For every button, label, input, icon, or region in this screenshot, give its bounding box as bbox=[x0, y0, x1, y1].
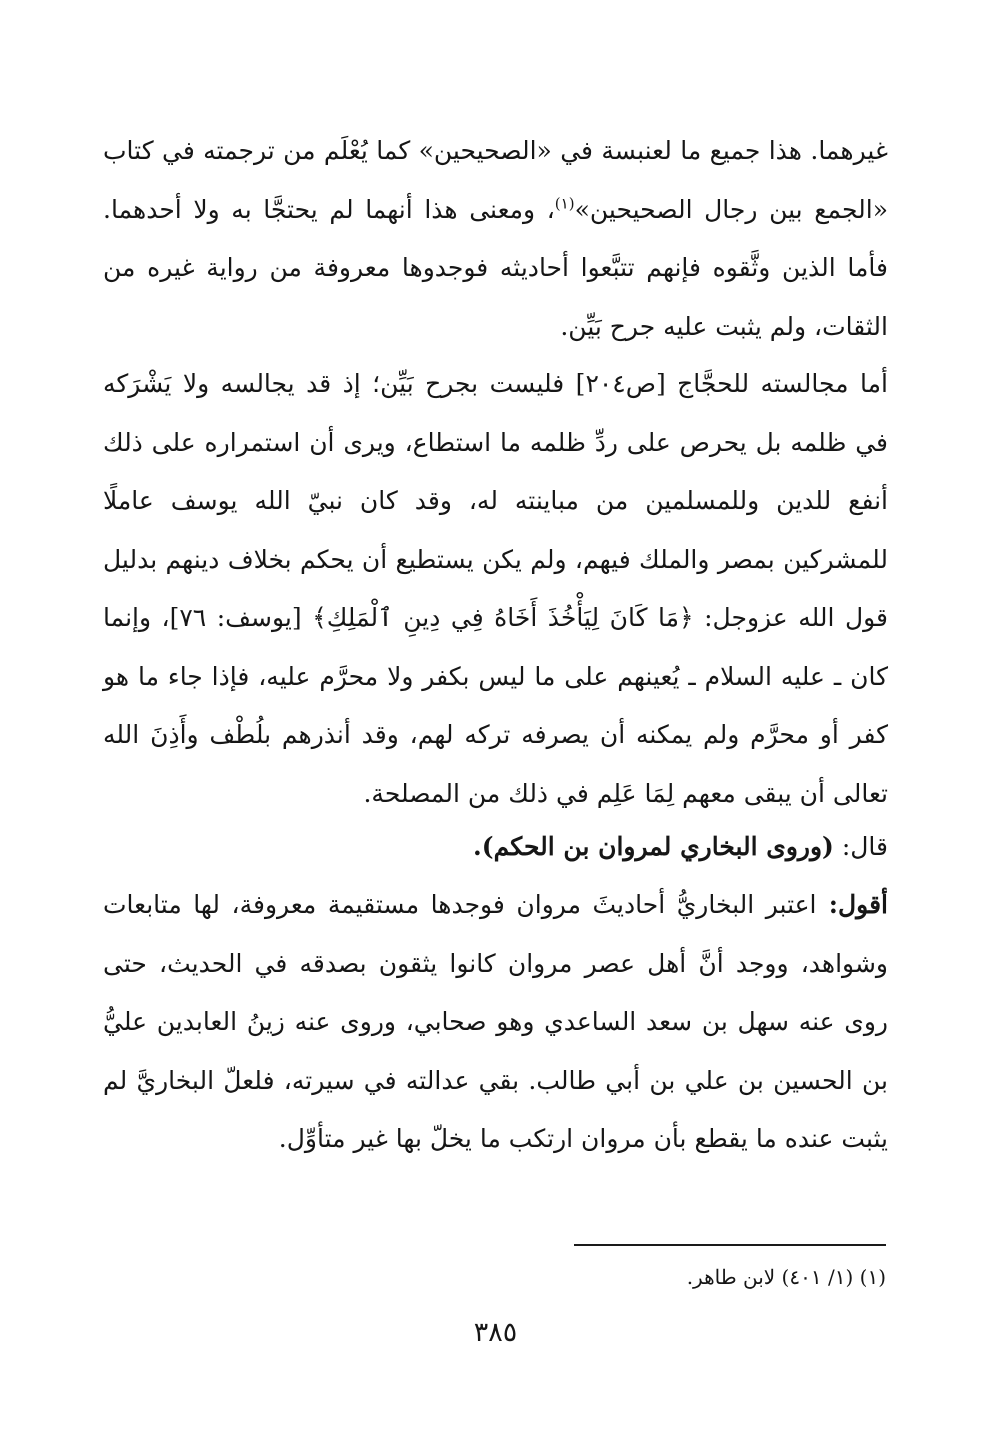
paragraph-3 bbox=[103, 818, 888, 877]
paragraph-2 bbox=[103, 355, 888, 823]
quoted-lead: قال: bbox=[833, 832, 888, 861]
paragraph-2-text-continued: [يوسف: ٧٦]، وإنما كان ـ عليه السلام ـ يُعينهم على ما ليس بكفر ولا محرَّم عليه، فإذا جاء ما هو كفر أو محرَّم ولم يمكنه أن يصرفه تركه لهم، وقد أنذرهم بلُطْف وأَذِنَ الله تعالى أن يبقى معهم لِمَا عَلِم في ذلك من المصلحة. bbox=[103, 603, 888, 808]
footnote bbox=[687, 1262, 886, 1292]
paragraph-1 bbox=[103, 122, 888, 356]
paragraph-1-text-continued: ، ومعنى هذا أنهما لم يحتجَّا به ولا أحدهما. فأما الذين وثَّقوه فإنهم تتبَّعوا أحاديثه فوجدوها معروفة من رواية غيره من الثقات، ولم يثبت عليه جرح بَيِّن. bbox=[103, 194, 888, 341]
footnote-separator bbox=[574, 1244, 886, 1246]
paragraph-4-text: اعتبر البخاريُّ أحاديثَ مروان فوجدها مستقيمة معروفة، لها متابعات وشواهد، ووجد أنَّ أهل عصر مروان كانوا يثقون بصدقه في الحديث، حتى روى عنه سهل بن سعد الساعدي وهو صحابي، وروى عنه زينُ العابدين عليُّ بن الحسين بن علي بن أبي طالب. بقي عدالته في سيرته، فلعلّ البخاريَّ لم يثبت عنده ما يقطع بأن مروان ارتكب ما يخلّ بها غير متأوِّل. bbox=[103, 890, 888, 1153]
paragraph-4 bbox=[103, 876, 888, 1169]
paragraph-1-text: غيرهما. هذا جميع ما لعنبسة في «الصحيحين» كما يُعْلَم من ترجمته في كتاب «الجمع بين رجال الصحيحين» bbox=[103, 136, 888, 224]
footnote-text: (١/ ٤٠١) لابن طاهر. bbox=[686, 1265, 854, 1289]
page-number: ٣٨٥ bbox=[473, 1317, 518, 1348]
paragraph-2-text: أما مجالسته للحجَّاج [ص٢٠٤] فليست بجرح بَيِّن؛ إذ قد يجالسه ولا يَشْرَكه في ظلمه بل يحرص على ردِّ ظلمه ما استطاع، ويرى أن استمراره على ذلك أنفع للدين وللمسلمين من مباينته له، وقد كان نبيّ الله يوسف عاملًا للمشركين بمصر والملك فيهم، ولم يكن يستطيع أن يحكم بخلاف دينهم بدليل قول الله عزوجل: bbox=[103, 369, 888, 632]
response-lead: أقول: bbox=[816, 890, 888, 919]
quoted-statement: (وروى البخاري لمروان بن الحكم). bbox=[473, 832, 834, 861]
quran-verse: ﴿مَا كَانَ لِيَأْخُذَ أَخَاهُ فِي دِينِ ٱلْمَلِكِ﴾ bbox=[312, 603, 694, 632]
footnote-marker: (١) bbox=[859, 1265, 886, 1289]
footnote-reference[interactable]: (١) bbox=[554, 194, 575, 213]
